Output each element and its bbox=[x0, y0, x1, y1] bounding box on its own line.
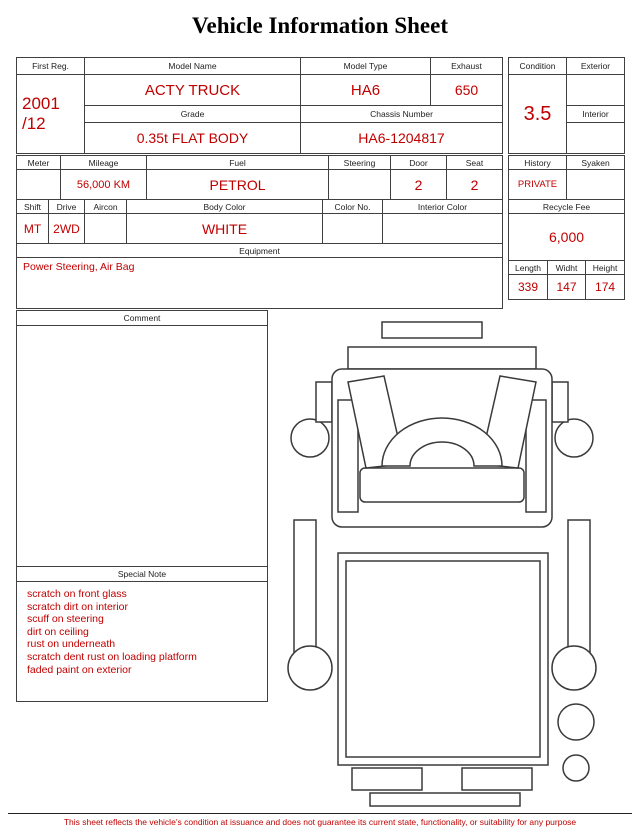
roof-panel bbox=[382, 322, 482, 338]
rear-left-wheel bbox=[288, 646, 332, 690]
history-label: History bbox=[509, 156, 567, 170]
front-bumper bbox=[348, 347, 536, 369]
recycle-fee-value: 6,000 bbox=[509, 214, 625, 261]
rear-bumper-left bbox=[352, 768, 422, 790]
height-label: Height bbox=[586, 261, 625, 275]
grade-label: Grade bbox=[85, 106, 301, 123]
equipment-label: Equipment bbox=[17, 244, 503, 258]
shift-label: Shift bbox=[17, 200, 49, 214]
special-note-header: Special Note bbox=[17, 567, 267, 582]
history-table bbox=[508, 155, 625, 300]
rear-corner-circle bbox=[563, 755, 589, 781]
width-value: 147 bbox=[548, 275, 586, 300]
first-reg-month: /12 bbox=[22, 114, 46, 133]
left-side-rail bbox=[294, 520, 316, 652]
rear-right-wheel bbox=[552, 646, 596, 690]
interior-value bbox=[567, 123, 625, 154]
body-color-value: WHITE bbox=[127, 214, 323, 244]
fuel-label: Fuel bbox=[147, 156, 329, 170]
steering-label: Steering bbox=[329, 156, 391, 170]
spare-wheel bbox=[558, 704, 594, 740]
note-item: scuff on steering bbox=[27, 613, 104, 626]
model-type-label: Model Type bbox=[301, 58, 431, 75]
equipment-value: Power Steering, Air Bag bbox=[17, 258, 503, 309]
chassis-number-label: Chassis Number bbox=[301, 106, 503, 123]
mileage-value: 56,000 KM bbox=[61, 170, 147, 200]
note-item: rust on underneath bbox=[27, 638, 116, 651]
condition-table bbox=[508, 57, 625, 154]
specs-table bbox=[16, 155, 503, 309]
shift-value: MT bbox=[17, 214, 49, 244]
right-side-rail bbox=[568, 520, 590, 652]
note-item: faded paint on exterior bbox=[27, 663, 132, 676]
note-item: scratch on front glass bbox=[27, 588, 127, 600]
drive-label: Drive bbox=[49, 200, 85, 214]
length-value: 339 bbox=[509, 275, 548, 300]
note-item: dirt on ceiling bbox=[27, 625, 89, 638]
body-color-label: Body Color bbox=[127, 200, 323, 214]
length-label: Length bbox=[509, 261, 548, 275]
syaken-value bbox=[567, 170, 625, 200]
condition-label: Condition bbox=[509, 58, 567, 75]
loading-bed-inner bbox=[346, 561, 540, 757]
grade-value: 0.35t FLAT BODY bbox=[85, 123, 301, 154]
page-title: Vehicle Information Sheet bbox=[192, 13, 448, 38]
width-label: Widht bbox=[548, 261, 586, 275]
right-mirror bbox=[552, 382, 568, 422]
fuel-value: PETROL bbox=[147, 170, 329, 200]
model-name-label: Model Name bbox=[85, 58, 301, 75]
seat-value: 2 bbox=[447, 170, 503, 200]
interior-color-value bbox=[383, 214, 503, 244]
model-name-value: ACTY TRUCK bbox=[85, 75, 301, 106]
special-note-list bbox=[17, 582, 267, 682]
first-reg-label: First Reg. bbox=[17, 58, 85, 75]
color-no-label: Color No. bbox=[323, 200, 383, 214]
first-reg-value bbox=[17, 75, 85, 154]
rear-bumper-right bbox=[462, 768, 532, 790]
meter-value bbox=[17, 170, 61, 200]
damage-diagram-area bbox=[282, 316, 630, 815]
mileage-label: Mileage bbox=[61, 156, 147, 170]
special-note-panel bbox=[16, 566, 268, 702]
note-item: scratch dirt on interior bbox=[27, 600, 128, 613]
exhaust-value: 650 bbox=[431, 75, 503, 106]
model-type-value: HA6 bbox=[301, 75, 431, 106]
front-right-wheel bbox=[555, 419, 593, 457]
door-label: Door bbox=[391, 156, 447, 170]
color-no-value bbox=[323, 214, 383, 244]
history-value: PRIVATE bbox=[509, 170, 567, 200]
exhaust-label: Exhaust bbox=[431, 58, 503, 75]
first-reg-year: 2001 bbox=[22, 94, 60, 114]
seat-band bbox=[360, 468, 524, 502]
drive-value: 2WD bbox=[49, 214, 85, 244]
interior-color-label: Interior Color bbox=[383, 200, 503, 214]
interior-label: Interior bbox=[567, 106, 625, 123]
height-value: 174 bbox=[586, 275, 625, 300]
registration-table bbox=[16, 57, 503, 154]
aircon-label: Aircon bbox=[85, 200, 127, 214]
comment-header: Comment bbox=[17, 311, 267, 326]
truck-top-view-diagram bbox=[282, 316, 630, 810]
syaken-label: Syaken bbox=[567, 156, 625, 170]
comment-panel bbox=[16, 310, 268, 569]
steering-value bbox=[329, 170, 391, 200]
exterior-label: Exterior bbox=[567, 58, 625, 75]
footer-disclaimer: This sheet reflects the vehicle’s condition at issuance and does not guarantee its current state, functionality, or suitability for any purpose bbox=[8, 813, 632, 827]
aircon-value bbox=[85, 214, 127, 244]
seat-label: Seat bbox=[447, 156, 503, 170]
left-mirror bbox=[316, 382, 332, 422]
recycle-fee-label: Recycle Fee bbox=[509, 200, 625, 214]
door-value: 2 bbox=[391, 170, 447, 200]
meter-label: Meter bbox=[17, 156, 61, 170]
rear-step bbox=[370, 793, 520, 806]
front-left-wheel bbox=[291, 419, 329, 457]
chassis-number-value: HA6-1204817 bbox=[301, 123, 503, 154]
condition-value: 3.5 bbox=[509, 75, 567, 154]
note-item: scratch dent rust on loading platform bbox=[27, 650, 197, 663]
exterior-value bbox=[567, 75, 625, 106]
